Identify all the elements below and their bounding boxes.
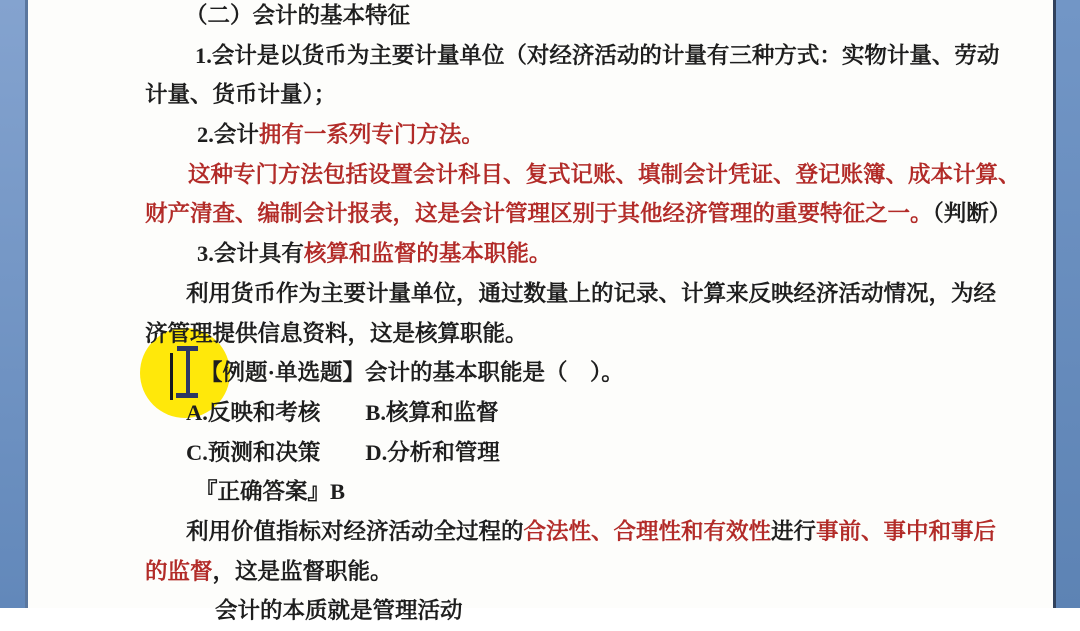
text-segment: 这种专门方法包括设置会计科目、复式记账、填制会计凭证、登记账簿、成本计算、 — [188, 161, 1021, 187]
text-line — [145, 433, 960, 473]
text-segment: 事前、事中和事后 — [816, 518, 997, 544]
right-edge-strip — [1053, 0, 1080, 608]
text-segment: ，这是监督职能。 — [212, 558, 393, 584]
text-segment: 利用价值指标对经济活动全过程的 — [186, 518, 524, 544]
text-segment: 利用货币作为主要计量单位，通过数量上的记录、计算来反映经济活动情况，为经 — [186, 280, 997, 306]
text-line — [145, 155, 1021, 195]
text-segment: 计量、货币计量）； — [145, 82, 337, 108]
text-segment: （二）会计的基本特征 — [185, 3, 411, 28]
text-segment: 进行 — [771, 518, 817, 544]
ibeam-cursor-icon — [186, 348, 190, 398]
text-segment: 3.会计具有 — [197, 241, 304, 267]
text-segment: 济管理提供信息资料，这是核算职能。 — [145, 320, 528, 346]
text-segment: C.预测和决策 D.分析和管理 — [186, 439, 500, 465]
text-line — [145, 314, 960, 354]
text-segment: 【例题·单选题】会计的基本职能是（ ）。 — [200, 360, 624, 386]
text-segment: 2.会计 — [197, 122, 259, 148]
text-line — [145, 0, 960, 36]
text-caret — [170, 353, 173, 400]
text-segment: 财产清查、编制会计报表，这是会计管理区别于其他经济管理的重要特征之一。 — [145, 201, 933, 227]
text-segment: 『正确答案』B — [195, 479, 346, 505]
text-line — [145, 274, 997, 314]
text-line — [145, 75, 960, 115]
document-text[interactable] — [145, 0, 1021, 631]
text-line — [145, 472, 960, 512]
text-line — [145, 353, 960, 393]
text-line — [145, 115, 960, 155]
text-line — [145, 194, 1012, 234]
text-line — [145, 591, 960, 631]
text-line — [145, 512, 997, 552]
text-segment: 合法性、合理性和有效性 — [523, 518, 772, 544]
text-segment: （判断） — [932, 201, 1012, 227]
ibeam-cursor-icon — [176, 393, 198, 398]
text-segment: 拥有一系列专门方法。 — [258, 122, 484, 148]
text-segment: 的监督 — [145, 558, 213, 584]
text-line — [145, 552, 960, 592]
text-line — [145, 234, 960, 274]
text-segment: 核算和监督的基本职能。 — [303, 241, 552, 267]
left-edge-strip — [0, 0, 28, 608]
text-segment: A.反映和考核 B.核算和监督 — [186, 399, 499, 425]
text-line — [145, 393, 960, 433]
text-segment: 会计的本质就是管理活动 — [215, 598, 463, 624]
text-segment: 1.会计是以货币为主要计量单位（对经济活动的计量有三种方式：实物计量、劳动 — [195, 42, 1000, 68]
text-line — [145, 36, 1000, 76]
